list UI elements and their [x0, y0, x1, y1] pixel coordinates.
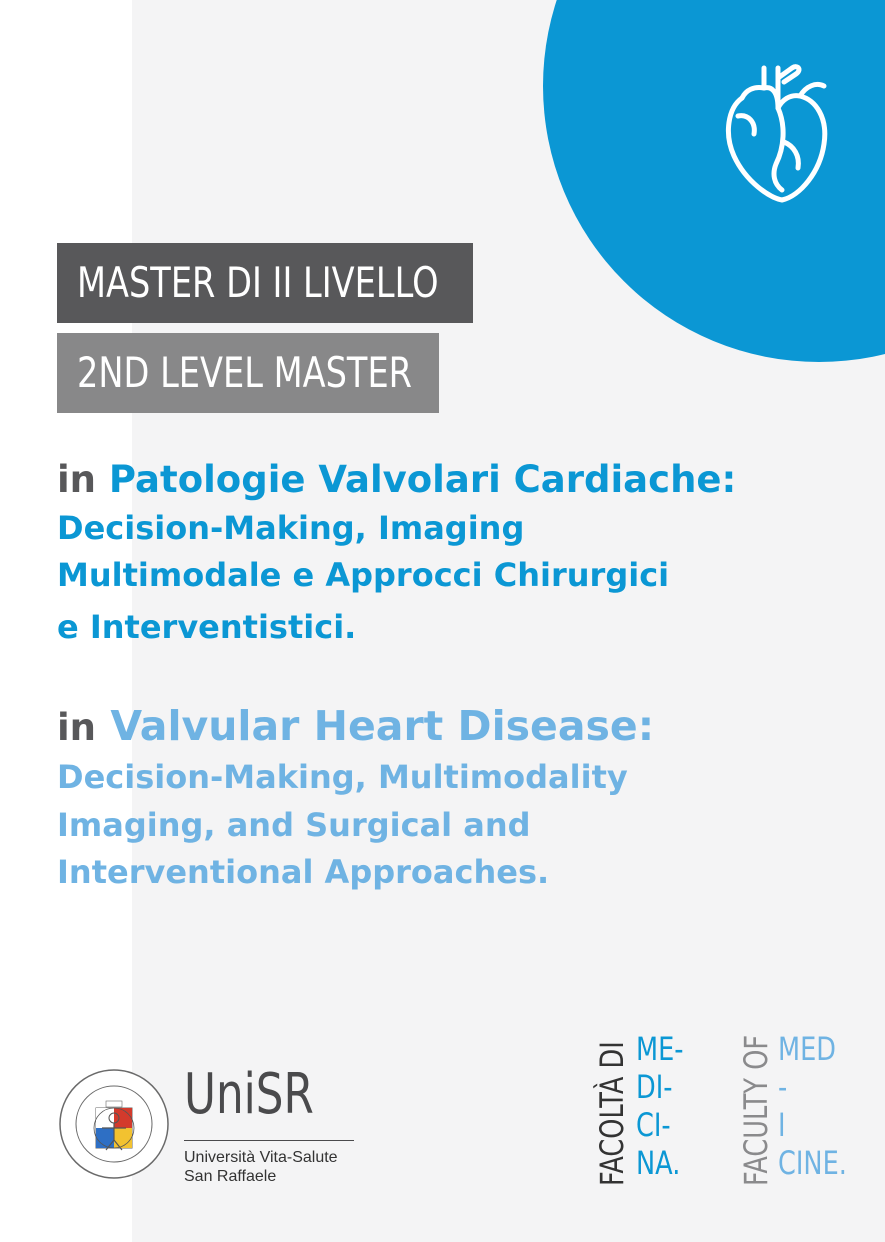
english-subtitle-line-1: Decision-Making, Multimodality: [57, 758, 628, 796]
faculty-italian-stack: [636, 1030, 684, 1182]
faculty-english-prefix: FACULTY OF: [737, 1034, 775, 1186]
faculty-italian-part-4: NA.: [636, 1144, 681, 1182]
italian-headline: [57, 456, 736, 504]
english-in-word: in: [57, 706, 97, 749]
faculty-english-part-1: MED: [778, 1030, 836, 1068]
faculty-english-part-3: I: [778, 1106, 786, 1144]
faculty-italian-part-1: ME-: [636, 1030, 684, 1068]
italian-subtitle-line-2: Multimodale e Approcci Chirurgici: [57, 556, 670, 594]
university-name-line-1: Università Vita-Salute: [184, 1149, 338, 1166]
heart-outline-icon: [720, 56, 832, 206]
italian-subtitle-line-1: Decision-Making, Imaging: [57, 509, 525, 547]
english-subtitle-line-3: Interventional Approaches.: [57, 853, 550, 891]
level-badge-italian: [57, 243, 473, 323]
university-name: [184, 1148, 338, 1186]
english-title: Valvular Heart Disease:: [110, 702, 655, 750]
italian-title: Patologie Valvolari Cardiache:: [108, 458, 737, 501]
faculty-italian-part-3: CI-: [636, 1106, 671, 1144]
level-badge-italian-text: MASTER DI II LIVELLO: [77, 258, 439, 307]
unisr-wordmark: UniSR: [184, 1062, 314, 1127]
university-name-line-2: San Raffaele: [184, 1168, 277, 1185]
level-badge-english: [57, 333, 439, 413]
english-headline: [57, 700, 654, 754]
italian-in-word: in: [57, 458, 97, 501]
faculty-italian-part-2: DI-: [636, 1068, 673, 1106]
faculty-english-part-4: CINE.: [778, 1144, 847, 1182]
faculty-english-part-2: -: [778, 1068, 788, 1106]
italian-subtitle-line-3: e Interventistici.: [57, 608, 357, 646]
level-badge-english-text: 2ND LEVEL MASTER: [77, 348, 413, 397]
faculty-english-stack: [778, 1030, 847, 1182]
english-subtitle-line-2: Imaging, and Surgical and: [57, 806, 531, 844]
wordmark-divider: [184, 1140, 354, 1141]
university-seal-logo: [58, 1068, 170, 1180]
faculty-italian-prefix: FACOLTÀ DI: [593, 1041, 631, 1186]
